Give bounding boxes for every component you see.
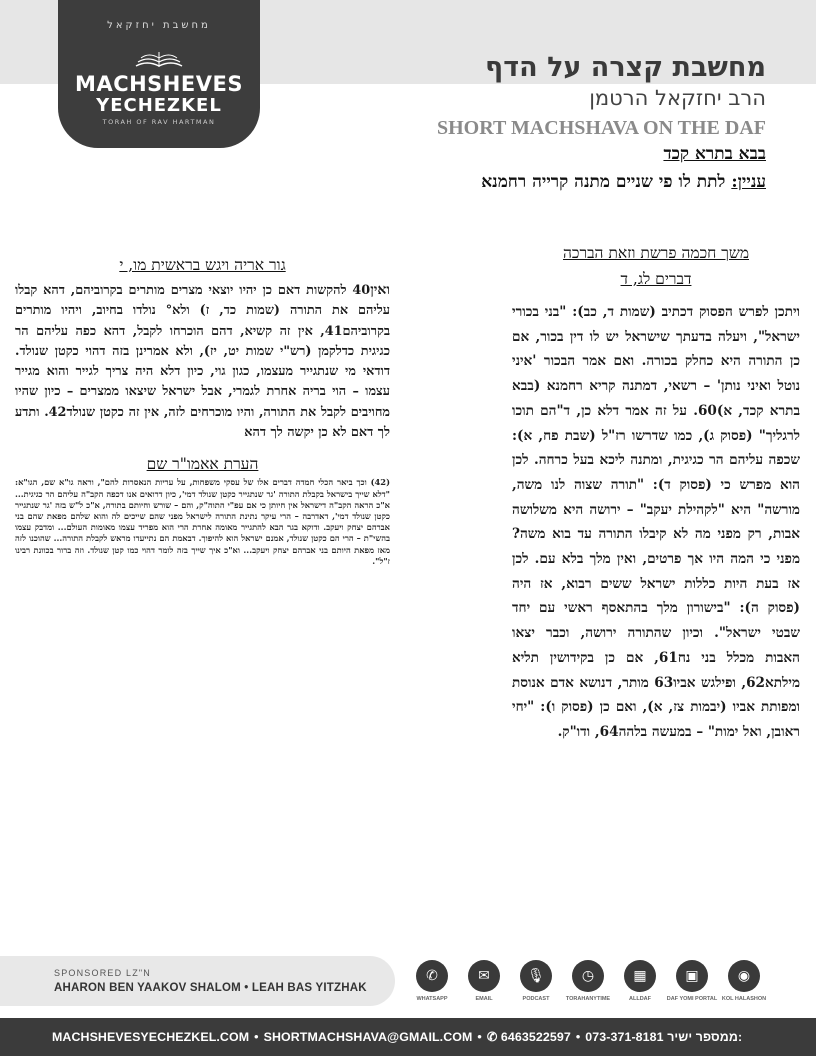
right-column — [512, 240, 800, 745]
topic-text: לתת לו פי שניים מתנה קרייה רחמנא — [481, 172, 726, 192]
footer-bar — [0, 1018, 816, 1056]
whatsapp-icon: ✆ — [416, 960, 448, 992]
email-label: EMAIL — [475, 996, 493, 1002]
alldaf-icon: ▦ — [624, 960, 656, 992]
english-subtitle: SHORT MACHSHAVA ON THE DAF — [436, 117, 766, 139]
author-name: הרב יחזקאל הרטמן — [589, 86, 766, 110]
email-link[interactable] — [464, 960, 504, 1002]
direct-number[interactable]: 073-371-8181 — [585, 1030, 664, 1044]
footer-separator: • — [477, 1030, 482, 1044]
source-title: משך חכמה פרשת וזאת הברכה — [562, 244, 750, 262]
email-icon: ✉ — [468, 960, 500, 992]
alldaf-label: ALLDAF — [629, 996, 651, 1002]
whatsapp-label: WHATSAPP — [416, 996, 448, 1002]
kol-halashon-label: KOL HALASHON — [721, 996, 767, 1002]
right-column-body: ויתכן לפרש הפסוק דכתיב (שמות ד, כב): "בני בכורי ישראל", ויעלה בדעתך שישראל יש לו דין בכור, אם כן התורה היא כחלק בכורה. ואם אמר הבכור 'איני נוטל ואיני נותן' – רשאי, דמתנה קריא רחמנא (בבא בתרא קכד, א)60. על זה אמר דלא כן, ד"הם תוכו לרגליך" (פסוק ג), כמו שדרשו רז"ל (שבת פח, א): שכפה עליהם הר כגיגית, ומתנה ליכא בעל כרחה. לכן הוא מפרש כי (פסוק ד): "תורה שצוה לנו משה, מורשה" היא "לקהילת יעקב" – ירושה היא משלושה אבות, רק מפני מה לא קיבלו התורה עד בוא משה? מפני כי המה היו אך פרטים, ואין מלך בלא עם. לכן אז בעת היות כללות ישראל ששים רבוא, אז היה (פסוק ה): "בישורון מלך בהתאסף ראשי עם יחד שבטי ישראל". וכיון שהתורה ירושה, וכבר יצאו האבות מכלל בני נח61, אם כן בקידושין תליא מילתא62, ופילגש אביו63 מותר, דנושא אדם אנוסת ומפותת אביו (יבמות צז, א), ואם כן (פסוק ו): "יחי ראובן, ואל ימות" – במעשה בלהה64, ודו"ק. — [512, 304, 801, 740]
source-reference: דברים לג, ד — [620, 270, 692, 288]
logo[interactable] — [58, 0, 260, 148]
kol-halashon-icon: ◉ — [728, 960, 760, 992]
daf-yomi-portal-label: DAF YOMI PORTAL — [666, 996, 718, 1002]
podcast-label: PODCAST — [522, 996, 550, 1002]
direct-number-label: ממספר ישיר: — [667, 1030, 743, 1044]
notes-heading: הערת אאמו"ר שם — [146, 455, 259, 474]
sponsor-banner — [0, 956, 395, 1006]
contact-icon-row — [412, 960, 782, 1006]
torahanytime-icon: ◷ — [572, 960, 604, 992]
torahanytime-label: TORAHANYTIME — [565, 996, 611, 1002]
podcast-link[interactable] — [516, 960, 556, 1002]
open-book-icon — [134, 46, 184, 70]
whatsapp-link[interactable] — [412, 960, 452, 1002]
alldaf-link[interactable] — [620, 960, 660, 1002]
left-column-body — [15, 280, 390, 443]
footer-separator: • — [254, 1030, 259, 1044]
topic-line — [481, 172, 766, 192]
notes-text: (42) וכך ביאר הכלי חמדה דברים אלו של עסקי משפחות, על עריות הנאסרות להם", וראה גו"א שם, הגו"א: "דלא שייך בישראל בקבלת התורה 'גר שנתגייר כקטן שנולד דמי', כיון דרואים אנו דכפה הקב"ה עליהם הר כגיגית... א"כ הראה הקב"ה דישראל אין חיותן כי אם עפ"י התוה"ק, והם – שורש וחיותם בתורה, א"כ ל"ש בזה 'גר שנתגייר כקטן שנולד דמי', דאדרבה – הרי עיקר נתינת התורה לישראל מפני שהם שייכים לה והוא שלהם מפאת שהם בני אברהם יצחק ויעקב. ודוקא בגר הבא להתגייר מאומה אחרת הרי הוא מפריד עצמו מאומות העולם... ומדבק עצמו בהשי"ת – הרי הם כקטן שנולד, אמנם ישראל הוא להיפוך. דבאמת הם נתייעדו מראש לקבלת התורה... שהוכנו לזה מאז מפאת היותם בני אברהם יצחק ויעקב... וא"כ איך שייך בזה לומר דהוי כמו קטן שנולד. וזה ברור בכוונת רבינו ז"ל". — [15, 477, 390, 566]
footer-contact-line — [52, 1029, 742, 1044]
website-link[interactable]: MACHSHEVESYECHEZKEL.COM — [52, 1030, 250, 1044]
logo-wordmark-line2: YECHEZKEL — [96, 95, 222, 116]
masechta-title: בבא בתרא קכד — [663, 144, 766, 164]
logo-tagline: TORAH OF RAV HARTMAN — [102, 118, 216, 126]
left-body-text: 40 להקשות דאם כן יהיו יוצאי מצרים מותרים בקרוביהם, דהא קבלו עליהם את התורה (שמות כד, ז) ולא° נולדו בחיוב, ויהיו מותרים בקרוביהם41, אין זה קשיא, דהם הוכרחו לקבל, דהא כפה עליהם הר כגיגית כדלקמן (רש"י שמות יט, יז), ולא אמרינן בזה דהוי כקטן שנולד. דודאי מי שנתגייר מעצמו, כגון גוי, כיון דלא היה צריך לגייר והוא מגייר עצמו – הוי בריה אחרת לגמרי, אבל ישראל שיצאו ממצרים – כיון שהיו מחויבים לקבל את התורה, והיו מוכרחים לזה, אין זה כקטן שנולד42. ותדע לך דאם לא כן יקשה לך דהא — [15, 283, 390, 441]
daf-yomi-portal-icon: ▣ — [676, 960, 708, 992]
left-column-heading: גור אריה ויגש בראשית מו, י — [119, 256, 286, 274]
sponsor-label: SPONSORED LZ"N — [54, 968, 152, 978]
email-address-link[interactable]: SHORTMACHSHAVA@GMAIL.COM — [263, 1030, 473, 1044]
topic-label: עניין: — [731, 172, 766, 192]
podcast-icon: 🎙 — [520, 960, 552, 992]
left-column — [15, 252, 390, 567]
right-column-heading — [512, 240, 800, 292]
torahanytime-link[interactable] — [565, 960, 611, 1002]
phone-number[interactable]: ✆ 6463522597 — [486, 1030, 571, 1044]
footer-separator: • — [575, 1030, 581, 1044]
page-title: מחשבת קצרה על הדף — [485, 52, 766, 83]
lead-word: ואין — [370, 282, 390, 298]
sponsor-names: AHARON BEN YAAKOV SHALOM • LEAH BAS YITZHAK — [54, 982, 367, 994]
kol-halashon-link[interactable] — [721, 960, 767, 1002]
logo-hebrew-text: מחשבת יחזקאל — [107, 20, 211, 31]
daf-yomi-portal-link[interactable] — [666, 960, 718, 1002]
logo-wordmark-line1: MACHSHEVES — [75, 72, 243, 96]
